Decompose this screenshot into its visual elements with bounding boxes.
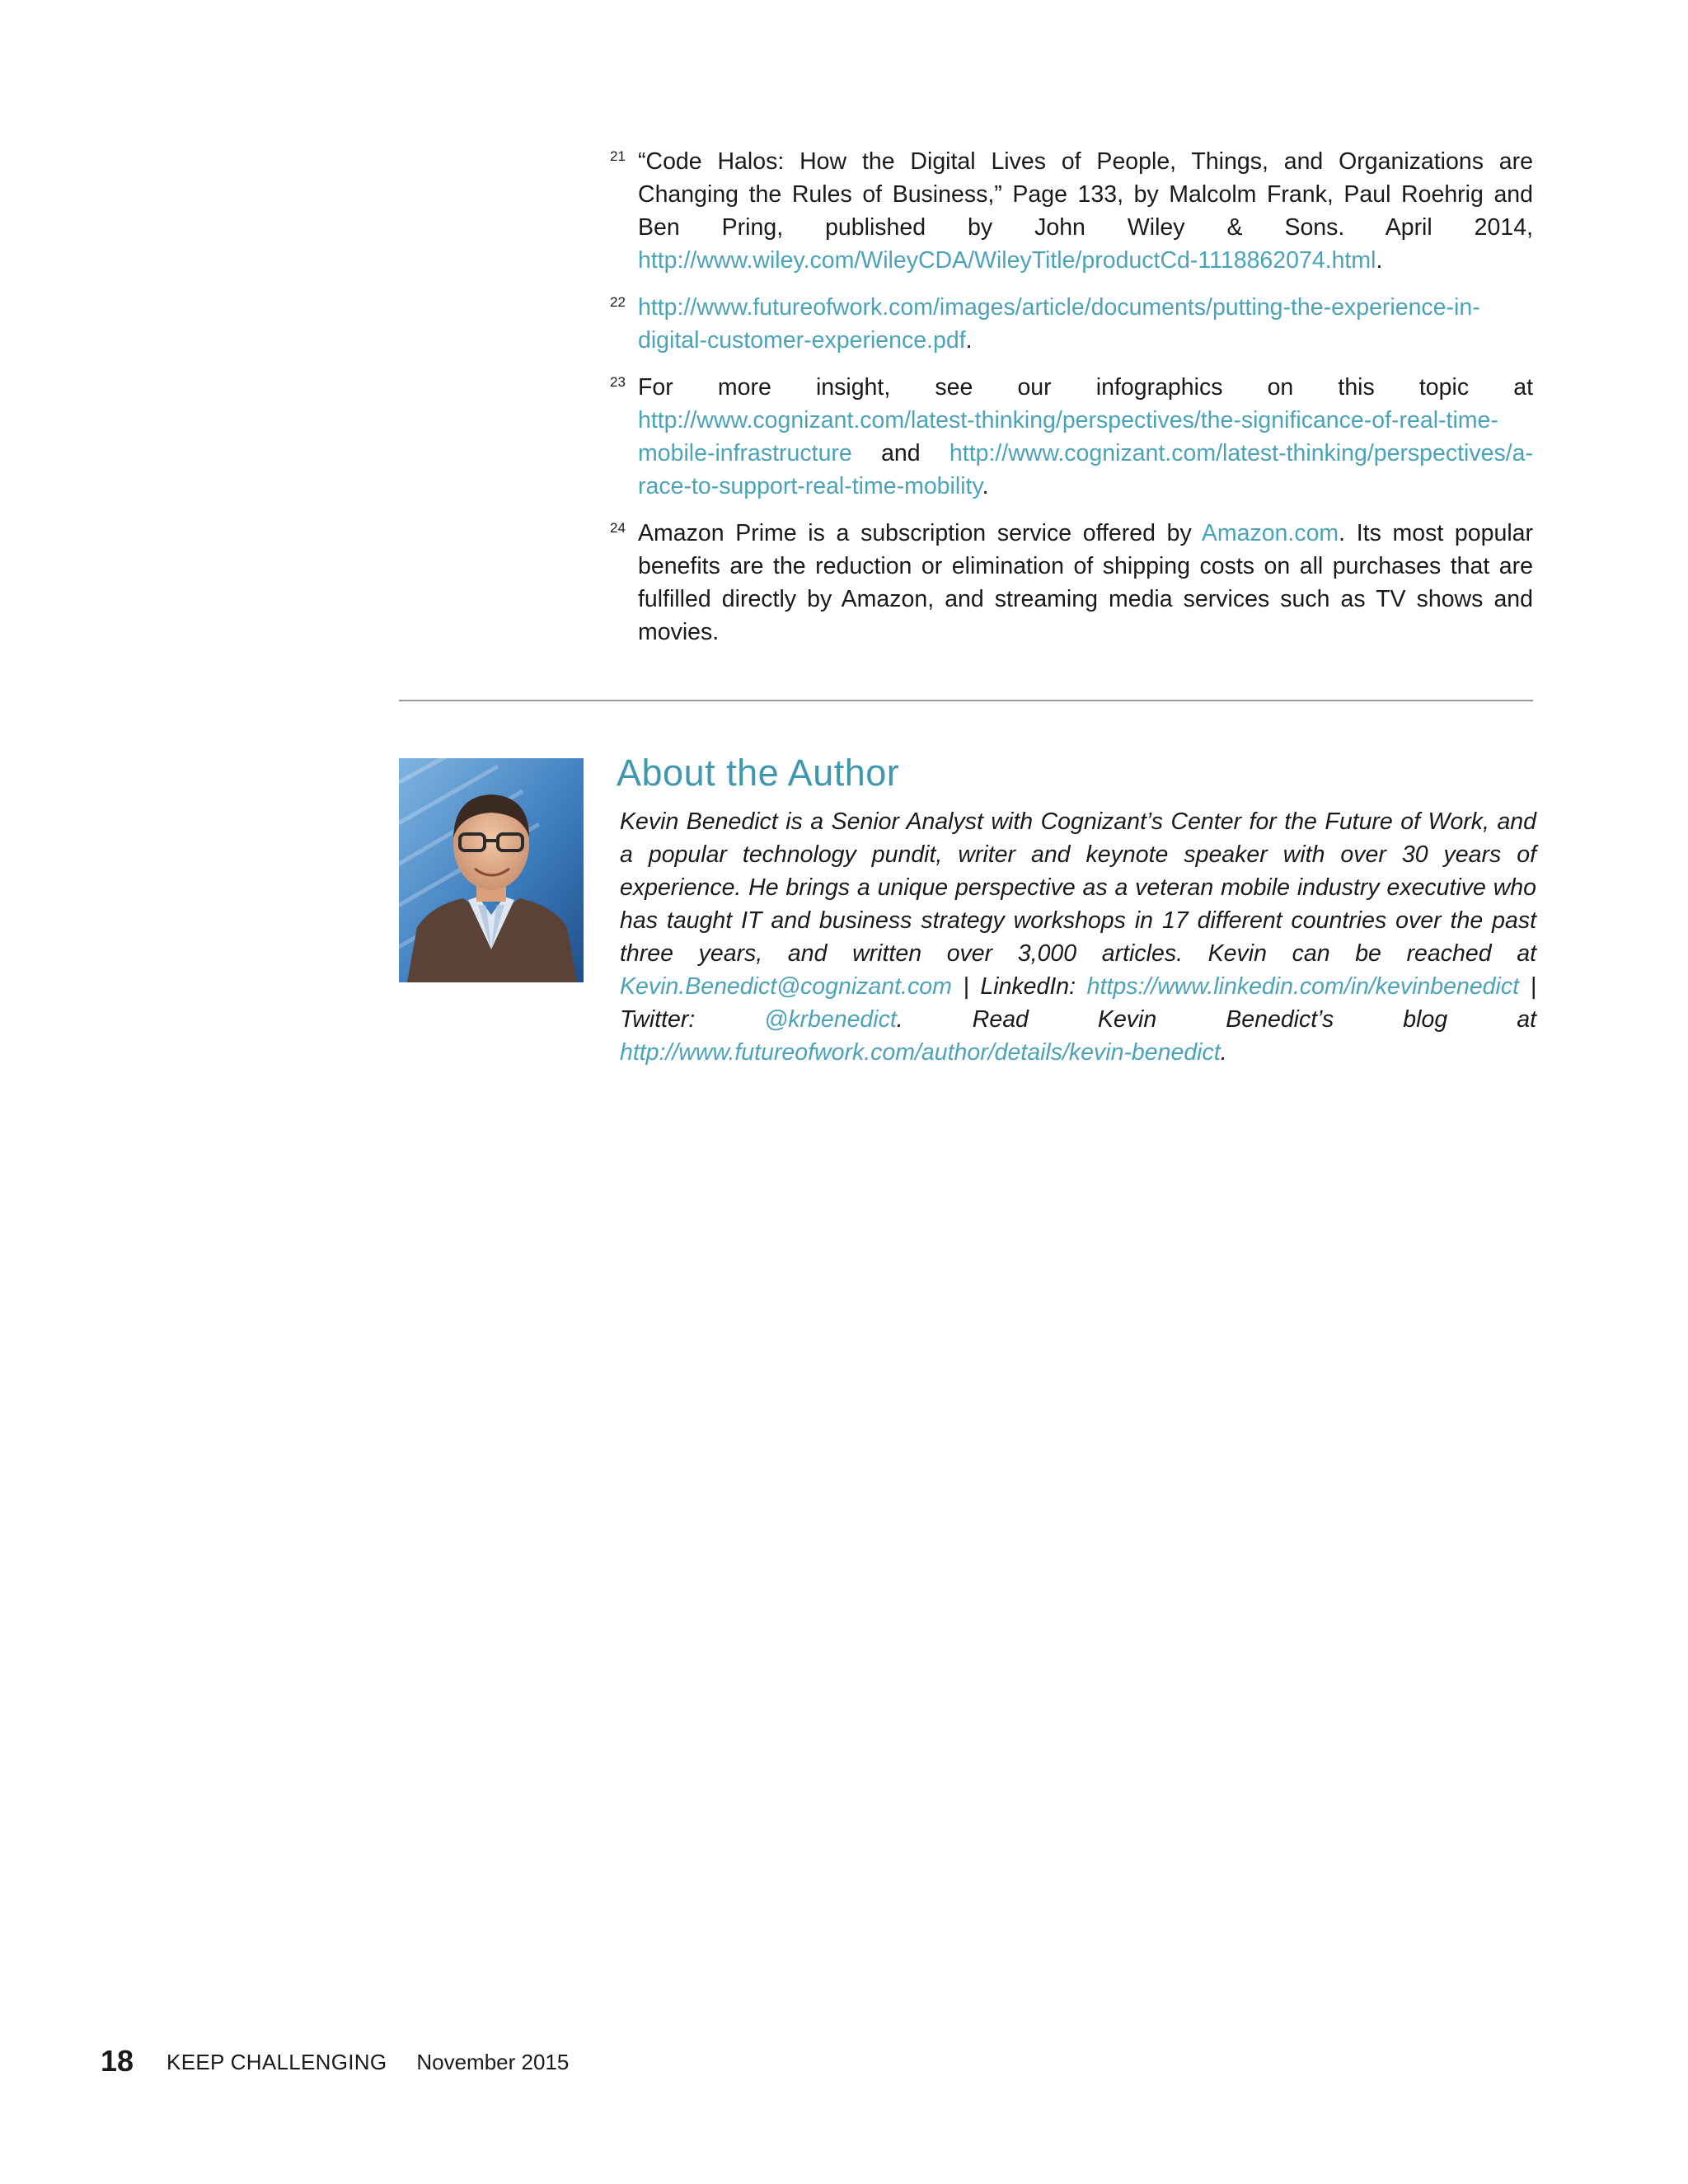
footnote-text: “Code Halos: How the Digital Lives of People, Things, and Organizations are Changing the Rules of Business,” Page 133, by Malcolm Frank, Paul Roehrig and Ben Pring, published by John Wiley & Sons. April 2014,: [638, 148, 1533, 241]
bio-text: Kevin Benedict is a Senior Analyst with Cognizant’s Center for the Future of Work, and a popular technology pundit, writer and keynote speaker with over 30 years of experience. He brings a unique perspective as a veteran mobile industry executive who has taught IT and business strategy workshops in 17 different countries over the past three years, and written over 3,000 articles. Kevin can be reached at: [620, 808, 1536, 967]
footnote-number: 24: [610, 520, 626, 536]
footnote-23: [610, 371, 1533, 503]
bio-text: | Twitter:: [620, 973, 1537, 1033]
footnote-21: [610, 145, 1533, 277]
footnote-link[interactable]: http://www.wiley.com/WileyCDA/WileyTitle/productCd-1118862074.html: [638, 247, 1376, 274]
footnote-link[interactable]: http://www.futureofwork.com/images/article/documents/putting-the-experience-in-digital-customer-experience.pdf: [638, 294, 1480, 354]
page-number: 18: [101, 2044, 134, 2078]
footnote-text: .: [1376, 247, 1383, 274]
footnote-text: . Its most popular benefits are the reduction or elimination of shipping costs on all purchases that are fulfilled directly by Amazon, and streaming media services such as TV shows and movies.: [638, 520, 1533, 645]
author-twitter-link[interactable]: @krbenedict: [764, 1006, 897, 1033]
bio-text: . Read Kevin Benedict’s blog at: [896, 1006, 1536, 1033]
footnote-number: 21: [610, 148, 626, 164]
author-linkedin-link[interactable]: https://www.linkedin.com/in/kevinbenedict: [1086, 973, 1520, 1000]
footnote-text: .: [982, 473, 989, 499]
author-email-link[interactable]: Kevin.Benedict@cognizant.com: [620, 973, 952, 1000]
author-bio: [620, 805, 1536, 1069]
footnote-22: [610, 291, 1533, 357]
footnote-link[interactable]: http://www.cognizant.com/latest-thinking/perspectives/a-race-to-support-real-time-mobility: [638, 440, 1533, 499]
footnote-number: 22: [610, 294, 626, 310]
footnote-number: 23: [610, 374, 626, 390]
footnote-text: Amazon Prime is a subscription service offered by: [638, 520, 1202, 546]
publication-date: November 2015: [416, 2050, 570, 2074]
author-photo: [399, 758, 584, 982]
footnote-link[interactable]: Amazon.com: [1201, 520, 1339, 546]
bio-text: | LinkedIn:: [951, 973, 1087, 1000]
footnotes: [610, 145, 1533, 663]
footnote-text: .: [965, 327, 973, 354]
footnote-text: and: [851, 440, 950, 466]
footnote-24: [610, 517, 1533, 649]
author-blog-link[interactable]: http://www.futureofwork.com/author/details/kevin-benedict: [620, 1039, 1221, 1066]
publication-name: KEEP CHALLENGING: [166, 2050, 387, 2074]
page-footer: [101, 2044, 569, 2079]
section-divider: [399, 700, 1533, 701]
about-author-heading: About the Author: [617, 752, 900, 794]
footnote-text: For more insight, see our infographics on this topic at: [638, 374, 1533, 401]
bio-text: .: [1220, 1039, 1227, 1066]
footnote-link[interactable]: http://www.cognizant.com/latest-thinking/perspectives/the-significance-of-real-time-mobile-infrastructure: [638, 407, 1498, 466]
